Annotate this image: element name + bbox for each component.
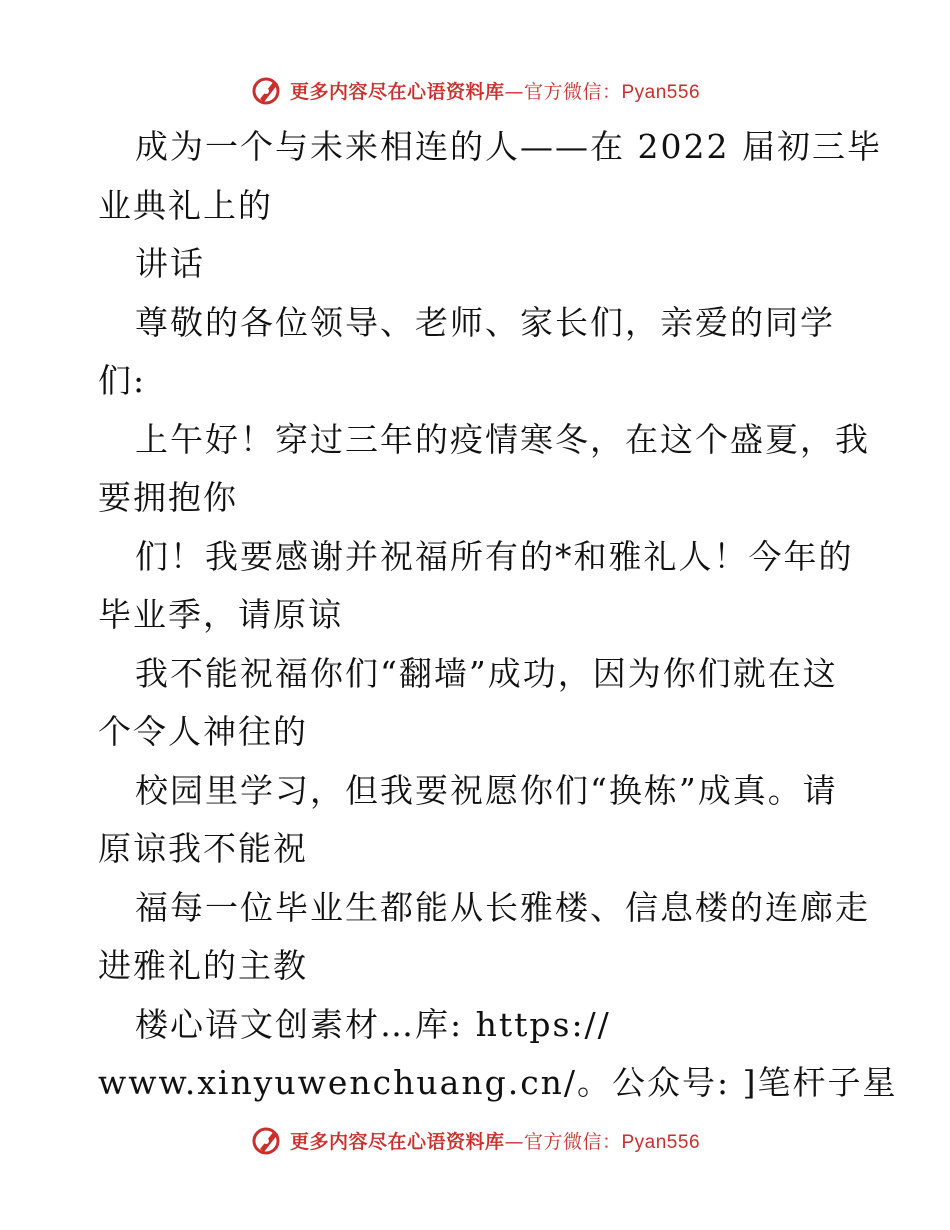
text-line: 们！我要感谢并祝福所有的*和雅礼人！今年的: [135, 536, 854, 576]
text-line: 毕业季，请原谅: [98, 595, 343, 634]
banner-main-text: 更多内容尽在心语资料库: [289, 1130, 505, 1153]
text-line: 们:: [98, 361, 147, 400]
text-line: 福每一位毕业生都能从长雅楼、信息楼的连廊走: [135, 887, 870, 927]
banner-main-text: 更多内容尽在心语资料库: [289, 80, 505, 103]
pen-logo-icon: [250, 73, 284, 107]
text-line: www.xinyuwenchuang.cn/。公众号: ]笔杆子星: [98, 1063, 898, 1102]
text-line: 上午好！穿过三年的疫情寒冬，在这个盛夏，我: [135, 419, 870, 459]
banner-wechat-id: Pyan556: [621, 1131, 701, 1153]
banner-wechat-id: Pyan556: [621, 81, 701, 103]
footer-banner: [0, 1120, 950, 1160]
text-line: 原谅我不能祝: [98, 829, 308, 868]
text-line: 要拥抱你: [98, 478, 238, 517]
text-line: 我不能祝福你们“翻墙”成功，因为你们就在这: [135, 653, 838, 693]
text-line: 成为一个与未来相连的人——在 2022 届初三毕: [135, 127, 882, 166]
banner-dash: —: [504, 80, 524, 103]
text-line: 讲话: [135, 244, 205, 283]
document-body: [98, 118, 898, 1113]
header-banner: [0, 70, 950, 110]
banner-sub-text: 官方微信：: [523, 1130, 622, 1153]
text-line: 尊敬的各位领导、老师、家长们，亲爱的同学: [135, 302, 835, 342]
text-line: 校园里学习，但我要祝愿你们“换栋”成真。请: [135, 770, 838, 810]
text-line: 楼心语文创素材…库: https://: [135, 1004, 611, 1044]
banner-sub-text: 官方微信：: [523, 80, 622, 103]
text-line: 个令人神往的: [98, 712, 308, 751]
text-line: 业典礼上的: [98, 185, 273, 225]
banner-dash: —: [504, 1130, 524, 1153]
text-line: 进雅礼的主教: [98, 946, 308, 985]
pen-logo-icon: [250, 1123, 284, 1157]
